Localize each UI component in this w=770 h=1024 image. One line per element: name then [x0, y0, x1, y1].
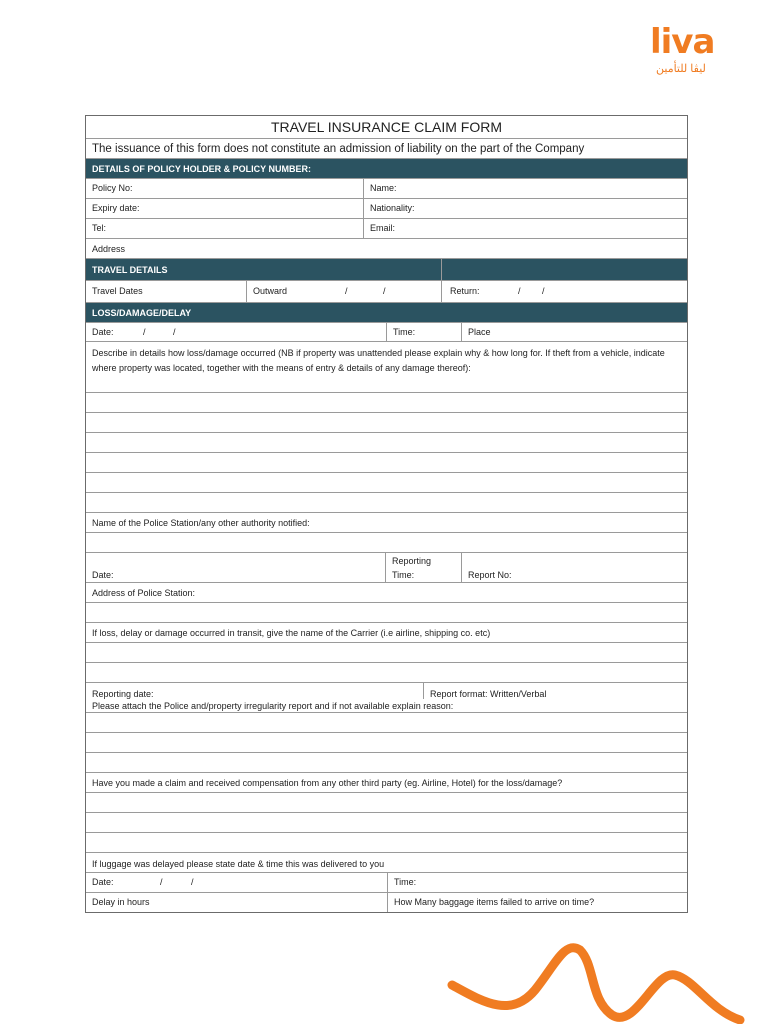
- police-station-field[interactable]: [86, 512, 687, 532]
- luggage-time-label: Time:: [394, 877, 417, 887]
- describe-line-2[interactable]: [86, 412, 687, 432]
- report-no-label: Report No:: [468, 570, 512, 580]
- carrier-label: If loss, delay or damage occurred in transit, give the name of the Carrier (i.e airline, shipping co. etc): [92, 628, 491, 638]
- travel-header-label: TRAVEL DETAILS: [92, 265, 168, 275]
- outward-slash-2: /: [383, 286, 386, 296]
- policy-header-label: DETAILS OF POLICY HOLDER & POLICY NUMBER:: [92, 164, 312, 174]
- claim-form: [85, 115, 688, 913]
- describe-line-5[interactable]: [86, 472, 687, 492]
- policy-row-1: [86, 178, 687, 198]
- attach-report-label: Please attach the Police and/property irregularity report and if not available explain reason:: [92, 701, 454, 711]
- baggage-items-field[interactable]: [387, 893, 687, 912]
- expiry-label: Expiry date:: [92, 203, 140, 213]
- police-address-label: Address of Police Station:: [92, 588, 196, 598]
- return-date-field[interactable]: [441, 281, 687, 302]
- third-party-line-3[interactable]: [86, 832, 687, 852]
- policy-section-header: [86, 158, 687, 178]
- third-party-claim-field[interactable]: [86, 772, 687, 792]
- email-label: Email:: [370, 223, 396, 233]
- luggage-date-label: Date:: [92, 877, 114, 887]
- describe-line-6[interactable]: [86, 492, 687, 512]
- form-subtitle: The issuance of this form does not constitute an admission of liability on the part of the Company: [86, 138, 687, 158]
- policy-row-3: [86, 218, 687, 238]
- form-title: TRAVEL INSURANCE CLAIM FORM: [270, 119, 503, 135]
- reporting-time-label-1: Reporting: [392, 556, 432, 566]
- describe-loss-label: Describe in details how loss/damage occurred (NB if property was unattended please explain why & how long for. If theft from a vehicle, indicate where property was located, together with the means of entry & details of any damage thereof):: [92, 348, 665, 373]
- policy-no-label: Policy No:: [92, 183, 133, 193]
- return-slash-2: /: [542, 286, 545, 296]
- loss-date-field[interactable]: [86, 323, 386, 341]
- return-slash-1: /: [518, 286, 521, 296]
- luggage-delay-field[interactable]: [86, 852, 687, 872]
- expiry-field[interactable]: [86, 199, 363, 218]
- third-party-claim-label: Have you made a claim and received compensation from any other third party (eg. Airline, Hotel) for the loss/damage?: [92, 778, 563, 788]
- tel-field[interactable]: [86, 219, 363, 238]
- travel-dates-label: Travel Dates: [92, 286, 143, 296]
- reporting-date-label: Reporting date:: [92, 689, 154, 699]
- attach-line-3[interactable]: [86, 752, 687, 772]
- policy-no-field[interactable]: [86, 179, 363, 198]
- describe-line-1[interactable]: [86, 392, 687, 412]
- loss-date-slash-2: /: [173, 327, 176, 337]
- name-field[interactable]: [363, 179, 687, 198]
- police-address-line[interactable]: [86, 602, 687, 622]
- tel-label: Tel:: [92, 223, 107, 233]
- report-format-field[interactable]: [423, 683, 687, 699]
- police-report-row: [86, 552, 687, 582]
- third-party-line-1[interactable]: [86, 792, 687, 812]
- outward-date-field[interactable]: [246, 281, 441, 302]
- describe-line-3[interactable]: [86, 432, 687, 452]
- carrier-line-2[interactable]: [86, 662, 687, 682]
- logo-wordmark: liva: [650, 22, 715, 62]
- luggage-date-slash-2: /: [191, 877, 194, 887]
- travel-dates-row: [86, 280, 687, 302]
- carrier-field[interactable]: [86, 622, 687, 642]
- luggage-date-slash-1: /: [160, 877, 163, 887]
- return-label: Return:: [450, 286, 480, 296]
- outward-label: Outward: [253, 286, 288, 296]
- reporting-time-field[interactable]: [385, 553, 461, 582]
- logo-arabic-text: ليڤا للتأمين: [656, 63, 706, 75]
- baggage-items-label: How Many baggage items failed to arrive on time?: [394, 897, 595, 907]
- address-field[interactable]: [86, 238, 687, 258]
- loss-date-slash-1: /: [143, 327, 146, 337]
- report-format-label: Report format: Written/Verbal: [430, 689, 547, 699]
- police-address-field[interactable]: [86, 582, 687, 602]
- policy-row-2: [86, 198, 687, 218]
- police-station-line[interactable]: [86, 532, 687, 552]
- luggage-delay-label: If luggage was delayed please state date & time this was delivered to you: [92, 859, 385, 869]
- loss-header-label: LOSS/DAMAGE/DELAY: [92, 308, 192, 318]
- company-logo: [650, 22, 726, 80]
- loss-section-header: [86, 302, 687, 322]
- reporting-time-label-2: Time:: [392, 570, 415, 580]
- travel-dates-label-cell: [86, 281, 246, 302]
- name-label: Name:: [370, 183, 397, 193]
- luggage-date-row: [86, 872, 687, 892]
- attach-line-1[interactable]: [86, 712, 687, 732]
- email-field[interactable]: [363, 219, 687, 238]
- third-party-line-2[interactable]: [86, 812, 687, 832]
- police-station-label: Name of the Police Station/any other authority notified:: [92, 518, 310, 528]
- nationality-field[interactable]: [363, 199, 687, 218]
- loss-place-field[interactable]: [461, 323, 687, 341]
- carrier-line-1[interactable]: [86, 642, 687, 662]
- travel-section-header: [86, 258, 687, 280]
- luggage-time-field[interactable]: [387, 873, 687, 892]
- reporting-date-field[interactable]: [86, 683, 423, 699]
- travel-header-divider: [441, 259, 454, 280]
- loss-date-label: Date:: [92, 327, 114, 337]
- decorative-wave: [440, 930, 770, 1024]
- loss-time-field[interactable]: [386, 323, 461, 341]
- describe-line-4[interactable]: [86, 452, 687, 472]
- outward-slash-1: /: [345, 286, 348, 296]
- report-no-field[interactable]: [461, 553, 687, 582]
- police-date-field[interactable]: [86, 553, 385, 582]
- loss-time-label: Time:: [393, 327, 416, 337]
- police-date-label: Date:: [92, 570, 114, 580]
- attach-line-2[interactable]: [86, 732, 687, 752]
- loss-date-row: [86, 322, 687, 341]
- loss-place-label: Place: [468, 327, 491, 337]
- address-label: Address: [92, 244, 126, 254]
- delay-hours-field[interactable]: [86, 893, 387, 912]
- reporting-date-row: [86, 682, 687, 712]
- luggage-date-field[interactable]: [86, 873, 387, 892]
- nationality-label: Nationality:: [370, 203, 415, 213]
- delay-hours-label: Delay in hours: [92, 897, 150, 907]
- delay-row: [86, 892, 687, 912]
- describe-loss-field[interactable]: [86, 341, 687, 392]
